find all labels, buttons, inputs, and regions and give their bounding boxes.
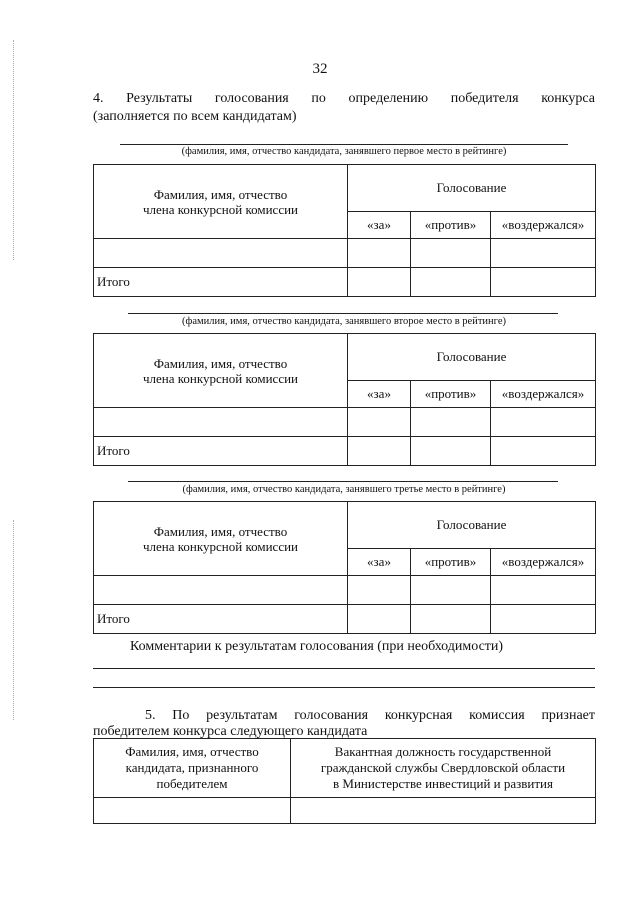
section5-title: 5. По результатам голосования конкурсная комиссия признает победителем конкурса следующего кандидата [93,708,595,739]
total-label: Итого [94,437,348,466]
against-cell[interactable] [411,239,491,268]
section4-title: 4. Результаты голосования по определению победителя конкурса [93,91,595,106]
total-label: Итого [94,268,348,297]
candidate-caption-1: (фамилия, имя, отчество кандидата, занявшего первое место в рейтинге) [181,146,507,157]
for-cell[interactable] [348,576,411,605]
candidate-name-line-2 [128,313,558,314]
comment-line-1[interactable] [93,668,595,669]
total-for-cell[interactable] [348,268,411,297]
total-against-cell[interactable] [411,437,491,466]
winner-table [93,738,596,824]
for-cell[interactable] [348,408,411,437]
voting-header: Голосование [348,502,596,549]
total-abstained-cell[interactable] [491,605,596,634]
col-for: «за» [348,212,411,239]
total-against-cell[interactable] [411,268,491,297]
total-label: Итого [94,605,348,634]
col-against: «против» [411,212,491,239]
comments-label: Комментарии к результатам голосования (при необходимости) [130,639,504,654]
total-for-cell[interactable] [348,605,411,634]
col-against: «против» [411,381,491,408]
col-for: «за» [348,549,411,576]
col-abstained: «воздержался» [491,549,596,576]
candidate-caption-2: (фамилия, имя, отчество кандидата, занявшего второе место в рейтинге) [182,316,506,327]
member-cell[interactable] [94,239,348,268]
winner-name-header: Фамилия, имя, отчество кандидата, признанного победителем [94,739,291,798]
total-abstained-cell[interactable] [491,437,596,466]
candidate-name-line-1 [120,144,568,145]
for-cell[interactable] [348,239,411,268]
voting-table-1 [93,164,596,297]
vacant-position-cell[interactable] [291,798,596,824]
candidate-name-line-3 [128,481,558,482]
col-abstained: «воздержался» [491,212,596,239]
col-against: «против» [411,549,491,576]
voting-table-2 [93,333,596,466]
against-cell[interactable] [411,576,491,605]
member-cell[interactable] [94,408,348,437]
member-cell[interactable] [94,576,348,605]
section4-subtitle: (заполняется по всем кандидатам) [93,109,297,124]
comment-line-2[interactable] [93,687,595,688]
member-header: Фамилия, имя, отчество члена конкурсной комиссии [94,165,348,239]
member-header: Фамилия, имя, отчество члена конкурсной комиссии [94,502,348,576]
total-for-cell[interactable] [348,437,411,466]
voting-header: Голосование [348,334,596,381]
page-number: 32 [312,61,328,77]
scan-margin-artifact [13,520,14,720]
col-abstained: «воздержался» [491,381,596,408]
abstained-cell[interactable] [491,408,596,437]
member-header: Фамилия, имя, отчество члена конкурсной комиссии [94,334,348,408]
candidate-caption-3: (фамилия, имя, отчество кандидата, занявшего третье место в рейтинге) [182,484,506,495]
voting-table-3 [93,501,596,634]
total-abstained-cell[interactable] [491,268,596,297]
winner-name-cell[interactable] [94,798,291,824]
abstained-cell[interactable] [491,576,596,605]
vacant-position-header: Вакантная должность государственной гражданской службы Свердловской области в Министерстве инвестиций и развития [291,739,596,798]
col-for: «за» [348,381,411,408]
voting-header: Голосование [348,165,596,212]
abstained-cell[interactable] [491,239,596,268]
against-cell[interactable] [411,408,491,437]
total-against-cell[interactable] [411,605,491,634]
